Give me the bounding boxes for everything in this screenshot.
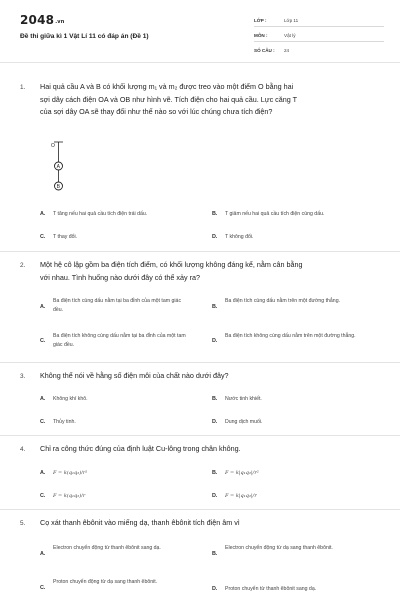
question-number: 3. <box>20 373 26 380</box>
option-c-key[interactable]: C. <box>40 338 46 344</box>
svg-text:B: B <box>56 184 60 190</box>
option-a-key[interactable]: A. <box>40 304 46 310</box>
question-divider <box>0 362 400 363</box>
option-b[interactable]: T giảm nếu hai quả cầu tích điện cùng dấu. <box>225 211 325 217</box>
question-number: 4. <box>20 446 26 453</box>
question-3-text: Không thể nói về hằng số điện môi của chất nào dưới đây? <box>40 371 229 380</box>
question-5-text: Cọ xát thanh êbônit vào miếng dạ, thanh êbônit tích điện âm vì <box>40 518 240 527</box>
option-d-key[interactable]: D. <box>212 419 218 425</box>
question-2-text: Một hệ cô lập gồm ba điện tích điểm, có khối lượng không đáng kể, nằm cân bằng với nhau. Tình huống nào dưới đây có thể xảy ra? <box>40 260 303 282</box>
option-b[interactable]: Ba điện tích cùng dấu nằm trên một đường thẳng. <box>225 298 341 304</box>
exam-header <box>0 0 400 62</box>
option-a[interactable]: Electron chuyển động từ thanh êbônit sang dạ. <box>53 545 161 551</box>
exam-meta <box>254 14 384 59</box>
option-d[interactable]: T không đổi. <box>225 234 254 240</box>
option-c[interactable]: Proton chuyển động từ dạ sang thanh êbônit. <box>53 579 158 585</box>
svg-text:O: O <box>51 143 55 149</box>
meta-subject: MÔN : Vật lý <box>254 29 384 42</box>
option-d[interactable]: Ba điện tích không cùng dấu nằm trên một đường thẳng. <box>225 333 356 339</box>
option-c[interactable]: Ba điện tích không cùng dấu nằm tại ba đỉnh của một tam giác đều. <box>53 333 186 349</box>
question-number: 2. <box>20 262 26 269</box>
option-b[interactable]: F = k|q₁q₂|/r² <box>225 470 259 476</box>
option-b-key[interactable]: B. <box>212 304 218 310</box>
meta-class: LỚP : Lớp 11 <box>254 14 384 27</box>
option-b[interactable]: Nước tinh khiết. <box>225 396 262 402</box>
option-a[interactable]: F = k(q₁q₂)/r² <box>53 470 88 476</box>
option-c[interactable]: T thay đổi. <box>53 234 78 240</box>
svg-text:A: A <box>56 164 60 170</box>
option-c-key[interactable]: C. <box>40 234 46 240</box>
question-number: 1. <box>20 84 26 91</box>
option-b-key[interactable]: B. <box>212 470 218 476</box>
question-divider <box>0 435 400 436</box>
option-c[interactable]: Thủy tinh. <box>53 419 76 425</box>
question-number: 5. <box>20 520 26 527</box>
exam-title: Đề thi giữa kì 1 Vật Lí 11 có đáp án (Đề 1) <box>20 33 149 40</box>
option-d-key[interactable]: D. <box>212 234 218 240</box>
question-divider <box>0 509 400 510</box>
option-b-key[interactable]: B. <box>212 551 218 557</box>
option-c-key[interactable]: C. <box>40 493 46 499</box>
option-b[interactable]: Electron chuyển động từ dạ sang thanh êbônit. <box>225 545 333 551</box>
option-a[interactable]: Ba điện tích cùng dấu nằm tại ba đỉnh của một tam giác đều. <box>53 298 182 314</box>
option-d[interactable]: Dung dịch muối. <box>225 419 263 425</box>
option-b-key[interactable]: B. <box>212 396 218 402</box>
option-c[interactable]: F = k(q₁q₂)/r <box>53 493 86 499</box>
option-d-key[interactable]: D. <box>212 586 218 592</box>
meta-question-count: SỐ CÂU : 24 <box>254 48 290 53</box>
option-d-key[interactable]: D. <box>212 493 218 499</box>
option-b-key[interactable]: B. <box>212 211 218 217</box>
header-divider <box>0 62 400 63</box>
option-a-key[interactable]: A. <box>40 211 46 217</box>
option-c-key[interactable]: C. <box>40 585 46 591</box>
option-d-key[interactable]: D. <box>212 338 218 344</box>
question-divider <box>0 251 400 252</box>
pendulum-figure <box>49 138 73 198</box>
option-a[interactable]: Không khí khô. <box>53 396 88 402</box>
site-logo[interactable]: $2048^{.vn}$ <box>20 13 65 27</box>
question-1-text: Hai quả cầu A và B có khối lượng m₁ và m₂ được treo vào một điểm O bằng hai sợi dây cách điện OA và OB như hình vẽ. Tích điện cho hai quả cầu. Lực căng T của sợi dây OA sẽ thay đổi như thế nào so với lúc chúng chưa tích điện? <box>40 82 297 117</box>
option-a[interactable]: T tăng nếu hai quả cầu tích điện trái dấu. <box>53 211 148 217</box>
option-d[interactable]: Proton chuyển từ thanh êbônit sang dạ. <box>225 586 317 592</box>
option-a-key[interactable]: A. <box>40 470 46 476</box>
option-a-key[interactable]: A. <box>40 396 46 402</box>
option-a-key[interactable]: A. <box>40 551 46 557</box>
option-c-key[interactable]: C. <box>40 419 46 425</box>
question-4-text: Chỉ ra công thức đúng của định luật Cu-lông trong chân không. <box>40 444 241 453</box>
option-d[interactable]: F = k|q₁q₂|/r <box>225 493 257 499</box>
